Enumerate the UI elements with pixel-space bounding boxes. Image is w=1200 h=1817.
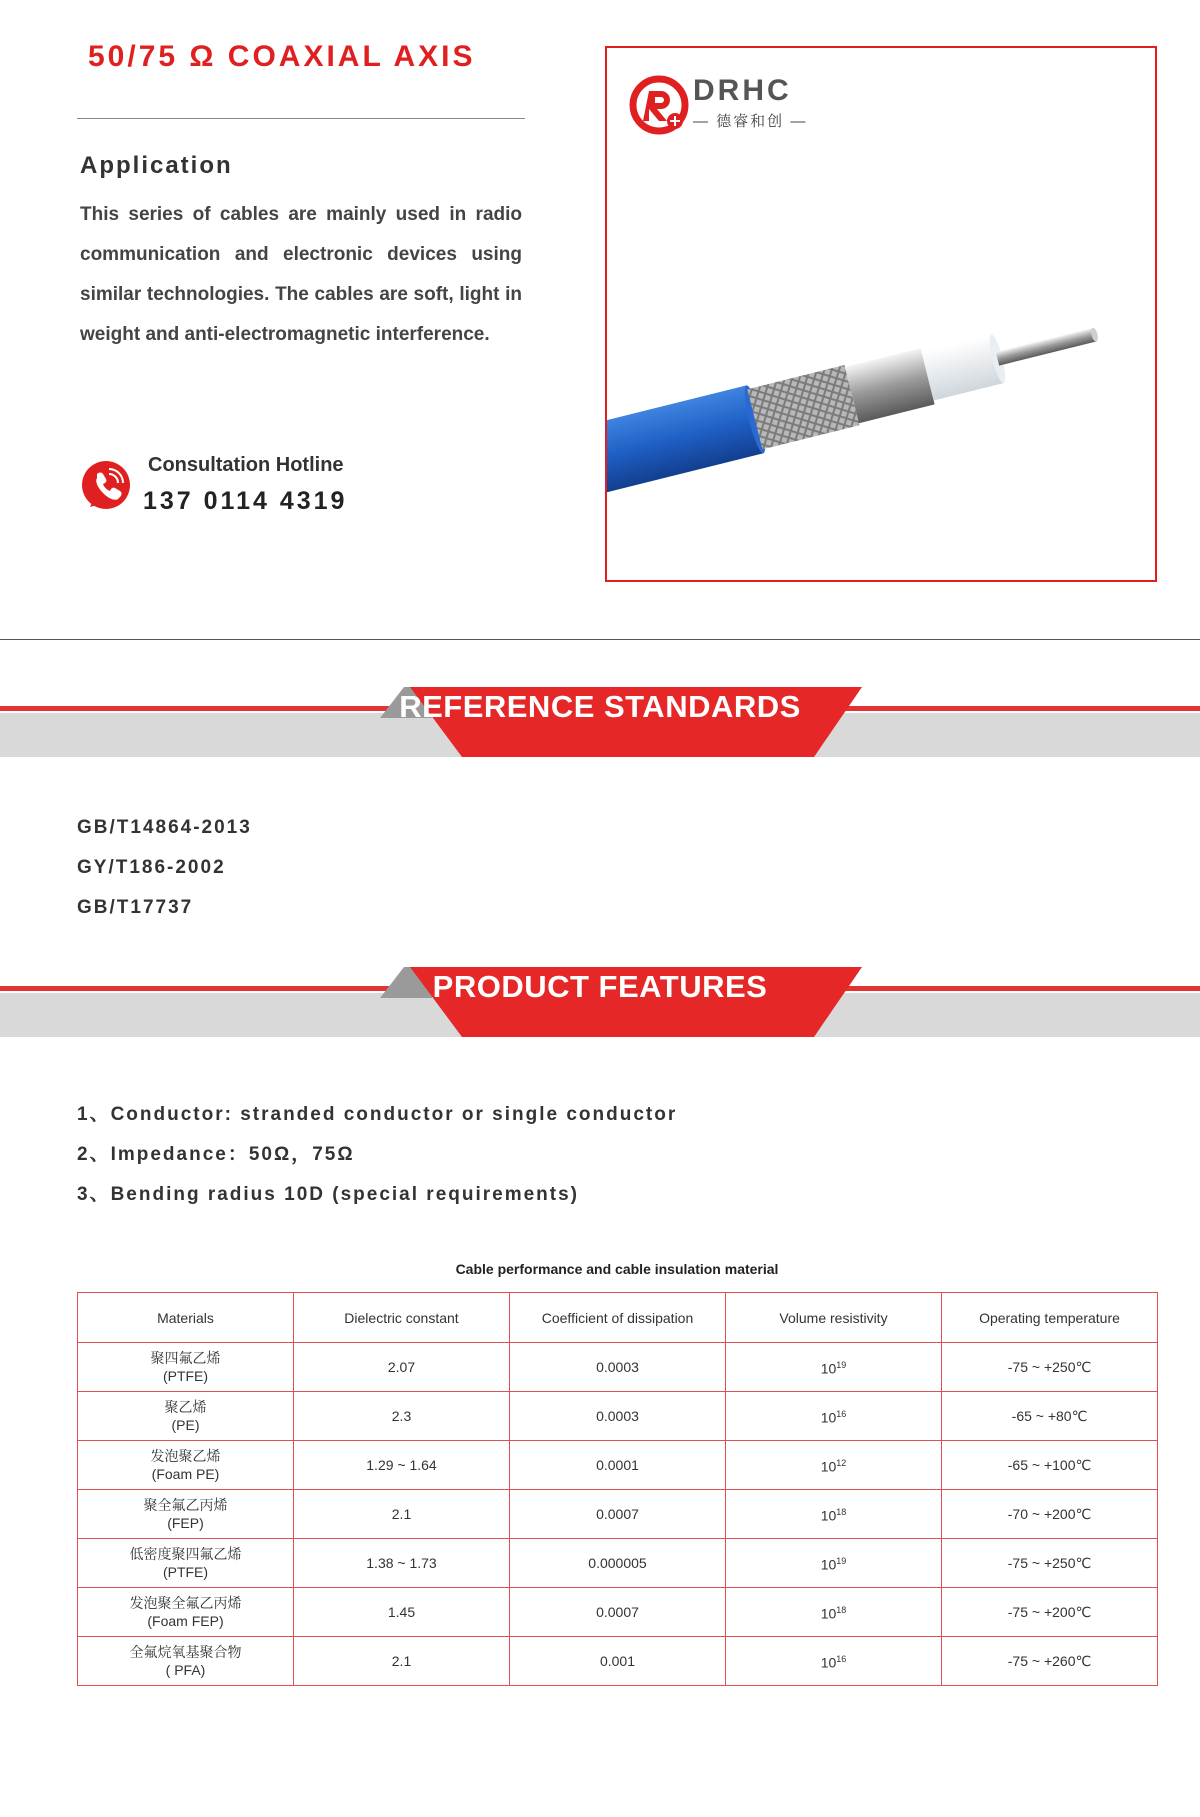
resistivity-cell (726, 1392, 942, 1441)
phone-icon[interactable] (80, 460, 132, 512)
resistivity-cell (726, 1588, 942, 1637)
coaxial-cable-image (607, 248, 1155, 508)
resistivity-base: 10 (820, 1556, 837, 1573)
resistivity-exponent: 12 (836, 1458, 847, 1469)
dielectric-cell: 1.45 (294, 1588, 510, 1637)
resistivity-base: 10 (820, 1507, 837, 1524)
feature-item: 3、Bending radius 10D (special requirements) (77, 1184, 580, 1205)
temperature-cell: -65 ~ +80℃ (942, 1392, 1158, 1441)
temperature-cell: -75 ~ +200℃ (942, 1588, 1158, 1637)
dielectric-cell: 2.1 (294, 1637, 510, 1686)
dielectric-cell: 1.29 ~ 1.64 (294, 1441, 510, 1490)
resistivity-cell (726, 1490, 942, 1539)
dissipation-cell: 0.001 (510, 1637, 726, 1686)
resistivity-exponent: 16 (836, 1654, 847, 1665)
resistivity-cell (726, 1343, 942, 1392)
resistivity-base: 10 (820, 1458, 837, 1475)
column-header: Dielectric constant (294, 1293, 510, 1343)
resistivity-cell (726, 1441, 942, 1490)
material-cell (78, 1343, 294, 1392)
temperature-cell: -70 ~ +200℃ (942, 1490, 1158, 1539)
material-en: (PTFE) (162, 1368, 209, 1384)
resistivity-cell (726, 1539, 942, 1588)
dissipation-cell: 0.0007 (510, 1490, 726, 1539)
section-divider (0, 639, 1200, 640)
temperature-cell: -75 ~ +260℃ (942, 1637, 1158, 1686)
application-text: This series of cables are mainly used in radio communication and electronic devices using similar technologies. The cables are soft, light in weight and anti-electromagnetic interference. (80, 204, 522, 345)
table-row (78, 1490, 1158, 1539)
table-caption: Cable performance and cable insulation material (455, 1261, 779, 1277)
performance-table (77, 1292, 1158, 1686)
brand-subtitle: — 德睿和创 — (693, 113, 808, 130)
table-row (78, 1637, 1158, 1686)
dissipation-cell: 0.0003 (510, 1343, 726, 1392)
reference-standards-title: REFERENCE STANDARDS (399, 689, 801, 724)
standard-item: GB/T14864-2013 (77, 817, 252, 838)
hotline-number[interactable]: 137 0114 4319 (143, 487, 348, 515)
column-header: Operating temperature (942, 1293, 1158, 1343)
resistivity-exponent: 19 (836, 1360, 847, 1371)
dielectric-cell: 2.07 (294, 1343, 510, 1392)
dissipation-cell: 0.000005 (510, 1539, 726, 1588)
title-divider (77, 118, 525, 119)
resistivity-exponent: 19 (836, 1556, 847, 1567)
material-cn: 全氟烷氧基聚合物 (129, 1644, 242, 1660)
table-row (78, 1441, 1158, 1490)
table-row (78, 1539, 1158, 1588)
dissipation-cell: 0.0003 (510, 1392, 726, 1441)
resistivity-exponent: 18 (836, 1605, 847, 1616)
resistivity-base: 10 (820, 1605, 837, 1622)
hotline-label: Consultation Hotline (148, 454, 344, 476)
material-cell (78, 1588, 294, 1637)
resistivity-base: 10 (820, 1360, 837, 1377)
application-heading: Application (80, 152, 233, 179)
material-en: (Foam FEP) (147, 1613, 224, 1629)
material-en: (PE) (171, 1417, 200, 1433)
material-cell (78, 1392, 294, 1441)
material-cell (78, 1539, 294, 1588)
material-cn: 聚乙烯 (164, 1399, 207, 1415)
column-header: Materials (78, 1293, 294, 1343)
feature-item: 1、Conductor: stranded conductor or single conductor (77, 1104, 678, 1125)
dielectric-cell: 1.38 ~ 1.73 (294, 1539, 510, 1588)
page-title: 50/75 Ω COAXIAL AXIS (88, 40, 476, 73)
product-image-frame (605, 46, 1157, 582)
material-cell (78, 1490, 294, 1539)
feature-item: 2、Impedance：50Ω，75Ω (77, 1144, 355, 1165)
column-header: Coefficient of dissipation (510, 1293, 726, 1343)
material-en: (Foam PE) (151, 1466, 220, 1482)
resistivity-cell (726, 1637, 942, 1686)
material-cell (78, 1441, 294, 1490)
product-features-title: PRODUCT FEATURES (432, 969, 768, 1004)
resistivity-exponent: 18 (836, 1507, 847, 1518)
table-row (78, 1588, 1158, 1637)
material-cn: 聚四氟乙烯 (150, 1350, 221, 1366)
table-row (78, 1392, 1158, 1441)
dielectric-cell: 2.3 (294, 1392, 510, 1441)
standard-item: GB/T17737 (77, 897, 194, 918)
temperature-cell: -75 ~ +250℃ (942, 1539, 1158, 1588)
material-cn: 聚全氟乙丙烯 (143, 1497, 228, 1513)
product-features-banner (0, 961, 1200, 1037)
material-cn: 发泡聚乙烯 (150, 1448, 221, 1464)
dissipation-cell: 0.0001 (510, 1441, 726, 1490)
resistivity-exponent: 16 (836, 1409, 847, 1420)
table-row (78, 1343, 1158, 1392)
temperature-cell: -65 ~ +100℃ (942, 1441, 1158, 1490)
temperature-cell: -75 ~ +250℃ (942, 1343, 1158, 1392)
brand-logo-icon (629, 75, 689, 135)
resistivity-base: 10 (820, 1654, 837, 1671)
material-cn: 发泡聚全氟乙丙烯 (129, 1595, 242, 1611)
dielectric-cell: 2.1 (294, 1490, 510, 1539)
material-en: (PTFE) (162, 1564, 209, 1580)
standard-item: GY/T186-2002 (77, 857, 226, 878)
table-header-row (78, 1293, 1158, 1343)
material-en: ( PFA) (165, 1662, 206, 1678)
dissipation-cell: 0.0007 (510, 1588, 726, 1637)
reference-standards-banner (0, 681, 1200, 757)
resistivity-base: 10 (820, 1409, 837, 1426)
column-header: Volume resistivity (726, 1293, 942, 1343)
brand-name: DRHC (693, 74, 792, 107)
material-en: (FEP) (167, 1515, 204, 1531)
material-cn: 低密度聚四氟乙烯 (129, 1546, 242, 1562)
material-cell (78, 1637, 294, 1686)
